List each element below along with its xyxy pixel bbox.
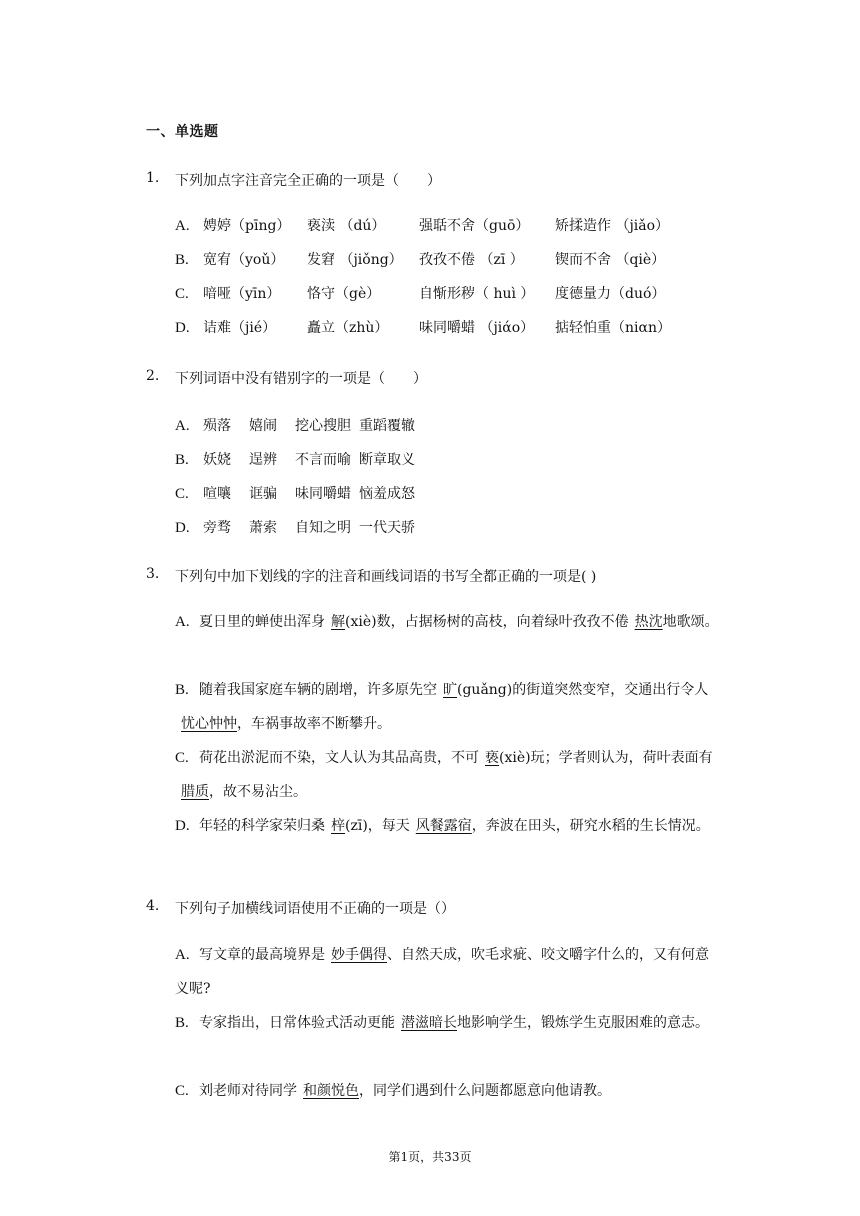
q4-option-a [175,938,720,1006]
option-item: 断章取义 [359,452,415,468]
option-text: ，奔波在田头，研究水稻的生长情况。 [471,818,710,834]
option-items [203,286,665,302]
option-item: 味同嚼蜡 [295,486,351,502]
q3-option-b [175,673,720,741]
underlined-word: 潜滋暗长 [401,1015,457,1031]
option-item: 妖娆 [203,452,231,468]
underlined-char: 亵 [485,750,499,766]
q3-option-c [175,741,720,809]
q1-option-b [175,249,665,269]
underlined-char: 旷 [443,682,457,698]
option-item: 嬉闹 [249,418,277,434]
option-item: 锲而不舍 （qiè） [555,252,666,268]
question-1-text: 下列加点字注音完全正确的一项是（ ） [175,173,441,189]
option-text: (guǎng)的街道突然变窄，交通出行令人 [457,682,709,698]
option-label: D. [175,818,190,834]
option-label: D. [175,520,190,536]
question-4-number: 4. [146,898,160,914]
option-item: 自知之明 [295,520,351,536]
option-text: 地影响学生，锻炼学生克服困难的意志。 [457,1015,709,1031]
option-item: 掂轻怕重（niαn） [555,320,671,336]
option-item: 孜孜不倦 （zī ） [419,252,524,268]
q1-option-d [175,317,671,337]
option-label: B. [175,252,189,268]
option-label: C. [175,750,189,766]
q1-option-a [175,215,669,235]
option-item: 喑哑（yīn） [203,286,281,302]
option-item: 娉婷（pīng） [203,218,291,234]
option-label: A. [175,418,190,434]
question-3-text: 下列句中加下划线的字的注音和画线词语的书写全都正确的一项是( ) [175,569,597,585]
option-text: 写文章的最高境界是 [199,947,325,963]
underlined-word: 热沈 [634,614,663,630]
option-label: A. [175,947,190,963]
option-item: 旁骛 [203,520,231,536]
option-text: 地歌颂。 [662,614,719,630]
option-text: ，车祸事故率不断攀升。 [237,716,391,732]
option-items [203,418,415,434]
option-text: (xiè)数，占据杨树的高枝，向着绿叶孜孜不倦 [345,614,629,630]
section-title: 一、单选题 [146,124,219,140]
option-label: D. [175,320,190,336]
option-label: C. [175,486,189,502]
option-item: 喧嚷 [203,486,231,502]
option-label: C. [175,286,189,302]
option-items [203,218,669,234]
option-text: 荷花出淤泥而不染，文人认为其品高贵，不可 [199,750,479,766]
question-4-text: 下列句子加横线词语使用不正确的一项是（） [175,901,455,917]
option-label: B. [175,1015,189,1031]
option-text: 随着我国家庭车辆的剧增，许多原先空 [199,682,437,698]
option-item: 恼羞成怒 [359,486,415,502]
option-item: 发窘 （jiǒng） [307,252,403,268]
question-2-number: 2. [146,368,160,384]
option-item: 不言而喻 [295,452,351,468]
option-item: 萧索 [249,520,277,536]
option-item: 宽宥（yoǔ） [203,252,285,268]
q2-option-b [175,449,415,469]
option-item: 重蹈覆辙 [359,418,415,434]
option-text: (xiè)玩；学者则认为，荷叶表面有 [499,750,713,766]
option-item: 自惭形秽（ huì ） [419,286,535,302]
option-items [203,486,415,502]
q3-option-a [175,605,720,639]
q2-option-d [175,517,415,537]
option-item: 矫揉造作 （jiǎo） [555,218,670,234]
underlined-word: 忧心忡忡 [181,716,237,732]
option-item: 强聒不舍（guō） [419,218,530,234]
option-text: ，故不易沾尘。 [209,784,307,800]
page-footer: 第1页，共33页 [388,1150,472,1164]
underlined-word: 和颜悦色 [303,1083,359,1099]
option-items [203,520,415,536]
option-text: (zī)，每天 [345,818,410,834]
option-items [203,252,665,268]
option-label: A. [175,218,190,234]
option-item: 亵渎 （dú） [307,218,386,234]
option-items [203,452,415,468]
option-item: 挖心搜胆 [295,418,351,434]
option-item: 逞辨 [249,452,277,468]
option-item: 诓骗 [249,486,277,502]
option-text: 专家指出，日常体验式活动更能 [199,1015,395,1031]
q4-option-c [175,1074,720,1108]
q4-option-b [175,1006,720,1040]
option-text: ，同学们遇到什么问题都愿意向他请教。 [359,1083,611,1099]
option-items [203,320,671,336]
underlined-char: 解 [331,614,345,630]
question-3-number: 3. [146,566,160,582]
option-label: A. [175,614,190,630]
q2-option-c [175,483,415,503]
q2-option-a [175,415,415,435]
underlined-word: 妙手偶得 [331,947,387,963]
option-item: 味同嚼蜡 （jiάo） [419,320,535,336]
question-1-number: 1. [146,170,160,186]
q3-option-d [175,809,720,843]
option-item: 度德量力（duó） [555,286,666,302]
underlined-char: 梓 [331,818,345,834]
underlined-word: 风餐露宿 [415,818,472,834]
option-item: 诘难（jié） [203,320,277,336]
option-text: 、自然天成，吹毛求疵、咬文嚼字什么的，又有何意义呢? [175,947,709,997]
option-text: 夏日里的蝉使出浑身 [199,614,325,630]
option-text: 年轻的科学家荣归桑 [199,818,325,834]
option-label: C. [175,1083,189,1099]
option-item: 恪守（gè） [307,286,381,302]
question-2-text: 下列词语中没有错别字的一项是（ ） [175,371,427,387]
underlined-word: 腊质 [181,784,209,800]
option-item: 矗立（zhù） [307,320,389,336]
option-label: B. [175,682,189,698]
option-item: 殒落 [203,418,231,434]
option-item: 一代天骄 [359,520,415,536]
q1-option-c [175,283,665,303]
option-label: B. [175,452,189,468]
option-text: 刘老师对待同学 [199,1083,297,1099]
